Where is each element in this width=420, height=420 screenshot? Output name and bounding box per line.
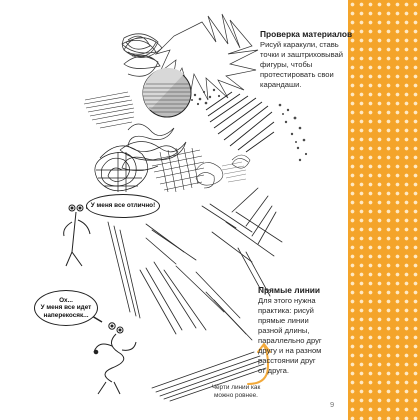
wobbly-doodle-character — [94, 323, 136, 394]
shaded-sphere — [143, 68, 191, 117]
hatch-patch-left — [84, 92, 134, 128]
materials-line: точки и заштриховывай — [260, 50, 344, 60]
materials-line: карандаши. — [260, 80, 302, 90]
lines-line: прямые линии — [258, 316, 309, 326]
speech-bubble-awry-line2: наперекосяк... — [43, 311, 89, 319]
tip-note-line2: можно ровнее. — [214, 392, 258, 399]
orange-dotted-side-strip — [348, 0, 420, 420]
straight-lines-body — [258, 296, 346, 376]
lines-line: практика: рисуй — [258, 306, 314, 316]
materials-heading: Проверка материалов — [260, 29, 353, 39]
tip-note — [204, 384, 268, 400]
speech-bubble-awry-line1: У меня все идет — [40, 304, 92, 312]
materials-line: фигуры, чтобы — [260, 60, 313, 70]
lines-line: от друга. — [258, 366, 289, 376]
happy-doodle-character — [64, 205, 90, 266]
scribble-top-left — [122, 34, 162, 76]
scribble-ball — [95, 146, 148, 192]
speech-bubble-fine — [86, 194, 160, 218]
tip-note-line1: Черти линии как — [211, 384, 261, 391]
diagonal-shaded-blob — [206, 92, 274, 152]
materials-body — [260, 40, 346, 90]
lines-line: параллельно друг — [258, 336, 322, 346]
materials-line: протестировать свои — [260, 70, 334, 80]
soft-shading — [222, 162, 246, 182]
page-number: 9 — [330, 400, 335, 409]
materials-line: Рисуй каракули, ставь — [260, 40, 339, 49]
lines-line: разной длины, — [258, 326, 310, 336]
straight-lines-heading: Прямые линии — [258, 285, 321, 295]
lines-line: Для этого нужна — [258, 296, 316, 305]
scribble-small — [196, 155, 250, 188]
lines-line: расстоянии друг — [258, 356, 316, 366]
speech-bubble-awry — [34, 290, 98, 326]
speech-bubble-oh-text: Ох... — [59, 296, 73, 304]
speech-bubble-fine-text: У меня все отлично! — [90, 202, 156, 210]
lines-line: другу и на разном — [258, 346, 322, 356]
